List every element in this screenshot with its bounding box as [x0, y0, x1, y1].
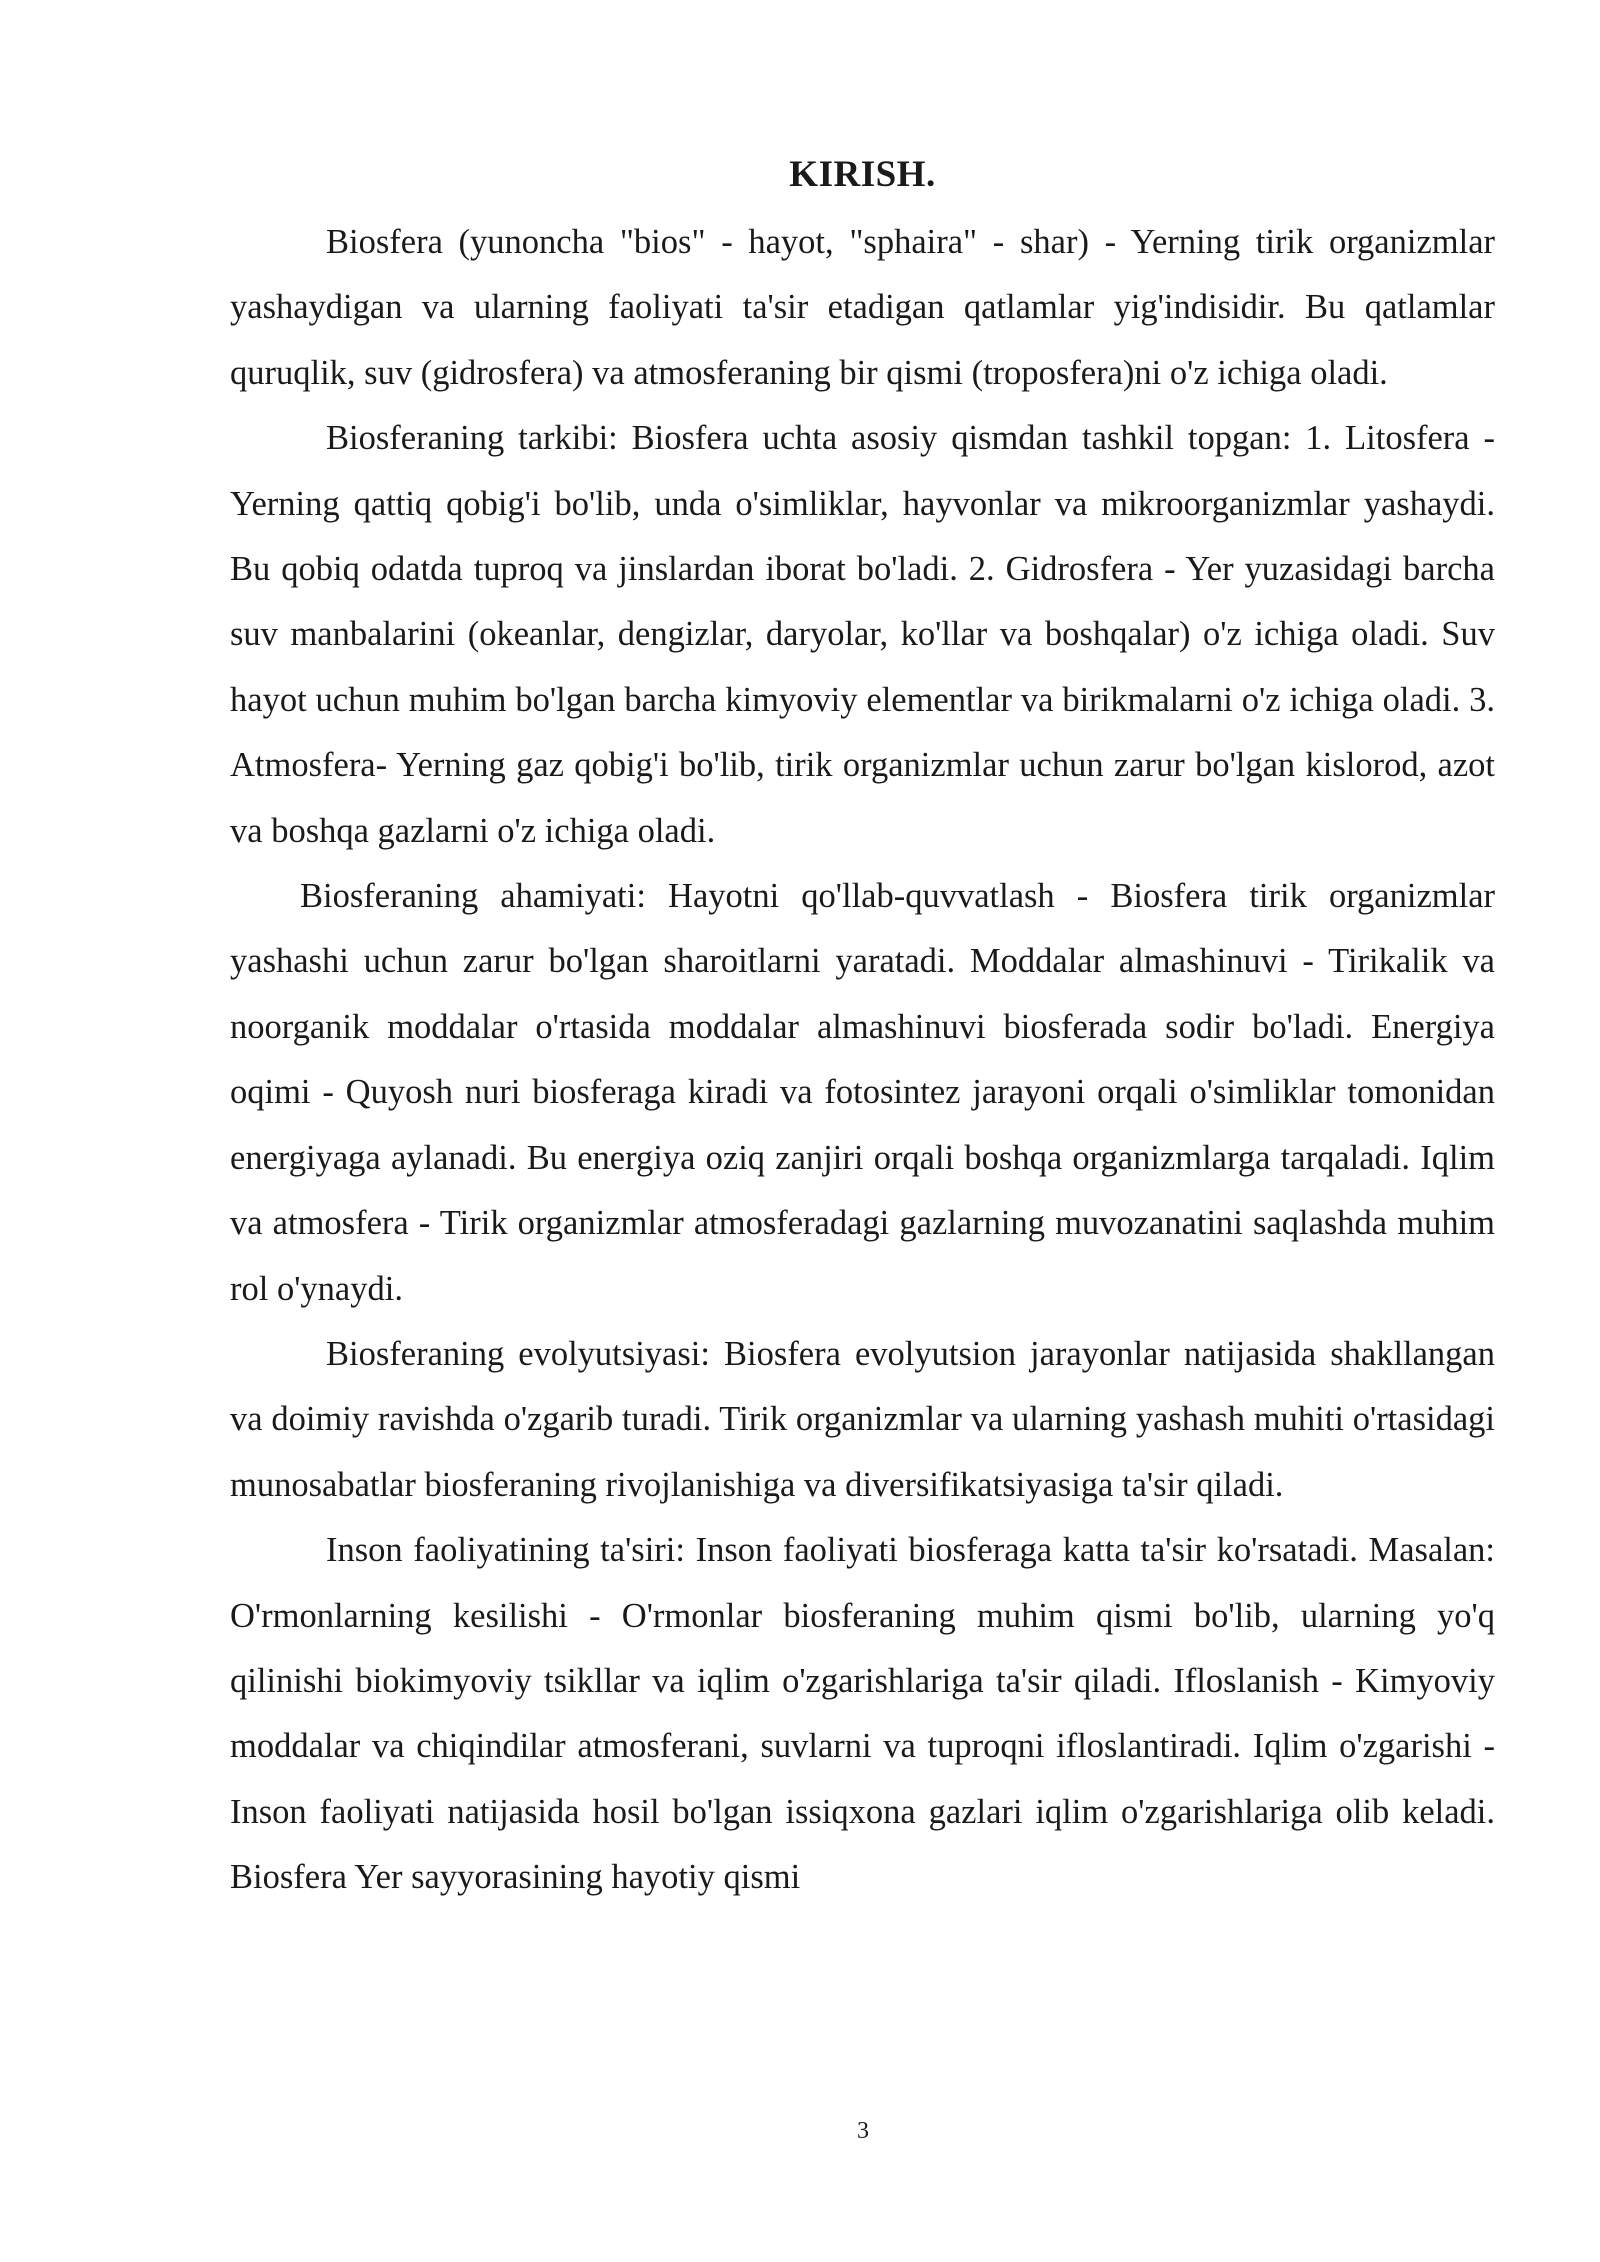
paragraph-biosfera-definition: Biosfera (yunoncha "bios" - hayot, "sphaira" - shar) - Yerning tirik organizmlar yashaydigan va ularning faoliyati ta'sir etadigan qatlamlar yig'indisidir. Bu qatlamlar quruqlik, suv (gidrosfera) va atmosferaning bir qismi (troposfera)ni o'z ichiga oladi. — [230, 223, 1495, 392]
paragraph-human-impact: Inson faoliyatining ta'siri: Inson faoliyati biosferaga katta ta'sir ko'rsatadi. Masalan: O'rmonlarning kesilishi - O'rmonlar biosferaning muhim qismi bo'lib, ularning yo'q qilinishi biokimyoviy tsikllar va iqlim o'zgarishlariga ta'sir qiladi. Ifloslanish - Kimyoviy moddalar va chiqindilar atmosferani, suvlarni va tuproqni ifloslantiradi. Iqlim o'zgarishi - Inson faoliyati natijasida hosil bo'lgan issiqxona gazlari iqlim o'zgarishlariga olib keladi. Biosfera Yer sayyorasining hayotiy qismi — [230, 1531, 1495, 1897]
paragraph-biosfera-composition: Biosferaning tarkibi: Biosfera uchta asosiy qismdan tashkil topgan: 1. Litosfera - Yerning qattiq qobig'i bo'lib, unda o'simliklar, hayvonlar va mikroorganizmlar yashaydi. Bu qobiq odatda tuproq va jinslardan iborat bo'ladi. 2. Gidrosfera - Yer yuzasidagi barcha suv manbalarini (okeanlar, dengizlar, daryolar, ko'llar va boshqalar) o'z ichiga oladi. Suv hayot uchun muhim bo'lgan barcha kimyoviy elementlar va birikmalarni o'z ichiga oladi. 3. Atmosfera- Yerning gaz qobig'i bo'lib, tirik organizmlar uchun zarur bo'lgan kislorod, azot va boshqa gazlarni o'z ichiga oladi. — [230, 419, 1495, 850]
paragraph-biosfera-importance: Biosferaning ahamiyati: Hayotni qo'llab-quvvatlash - Biosfera tirik organizmlar yashashi uchun zarur bo'lgan sharoitlarni yaratadi. Moddalar almashinuvi - Tirikalik va noorganik moddalar o'rtasida moddalar almashinuvi biosferada sodir bo'ladi. Energiya oqimi - Quyosh nuri biosferaga kiradi va fotosintez jarayoni orqali o'simliklar tomonidan energiyaga aylanadi. Bu energiya oziq zanjiri orqali boshqa organizmlarga tarqaladi. Iqlim va atmosfera - Tirik organizmlar atmosferadagi gazlarning muvozanatini saqlashda muhim rol o'ynaydi. — [230, 877, 1495, 1308]
page-number: 3 — [857, 2118, 869, 2144]
paragraph-biosfera-evolution: Biosferaning evolyutsiyasi: Biosfera evolyutsion jarayonlar natijasida shakllangan va doimiy ravishda o'zgarib turadi. Tirik organizmlar va ularning yashash muhiti o'rtasidagi munosabatlar biosferaning rivojlanishiga va diversifikatsiyasiga ta'sir qiladi. — [230, 1334, 1495, 1504]
document-page — [230, 150, 1495, 1911]
page-title: KIRISH. — [789, 154, 936, 195]
